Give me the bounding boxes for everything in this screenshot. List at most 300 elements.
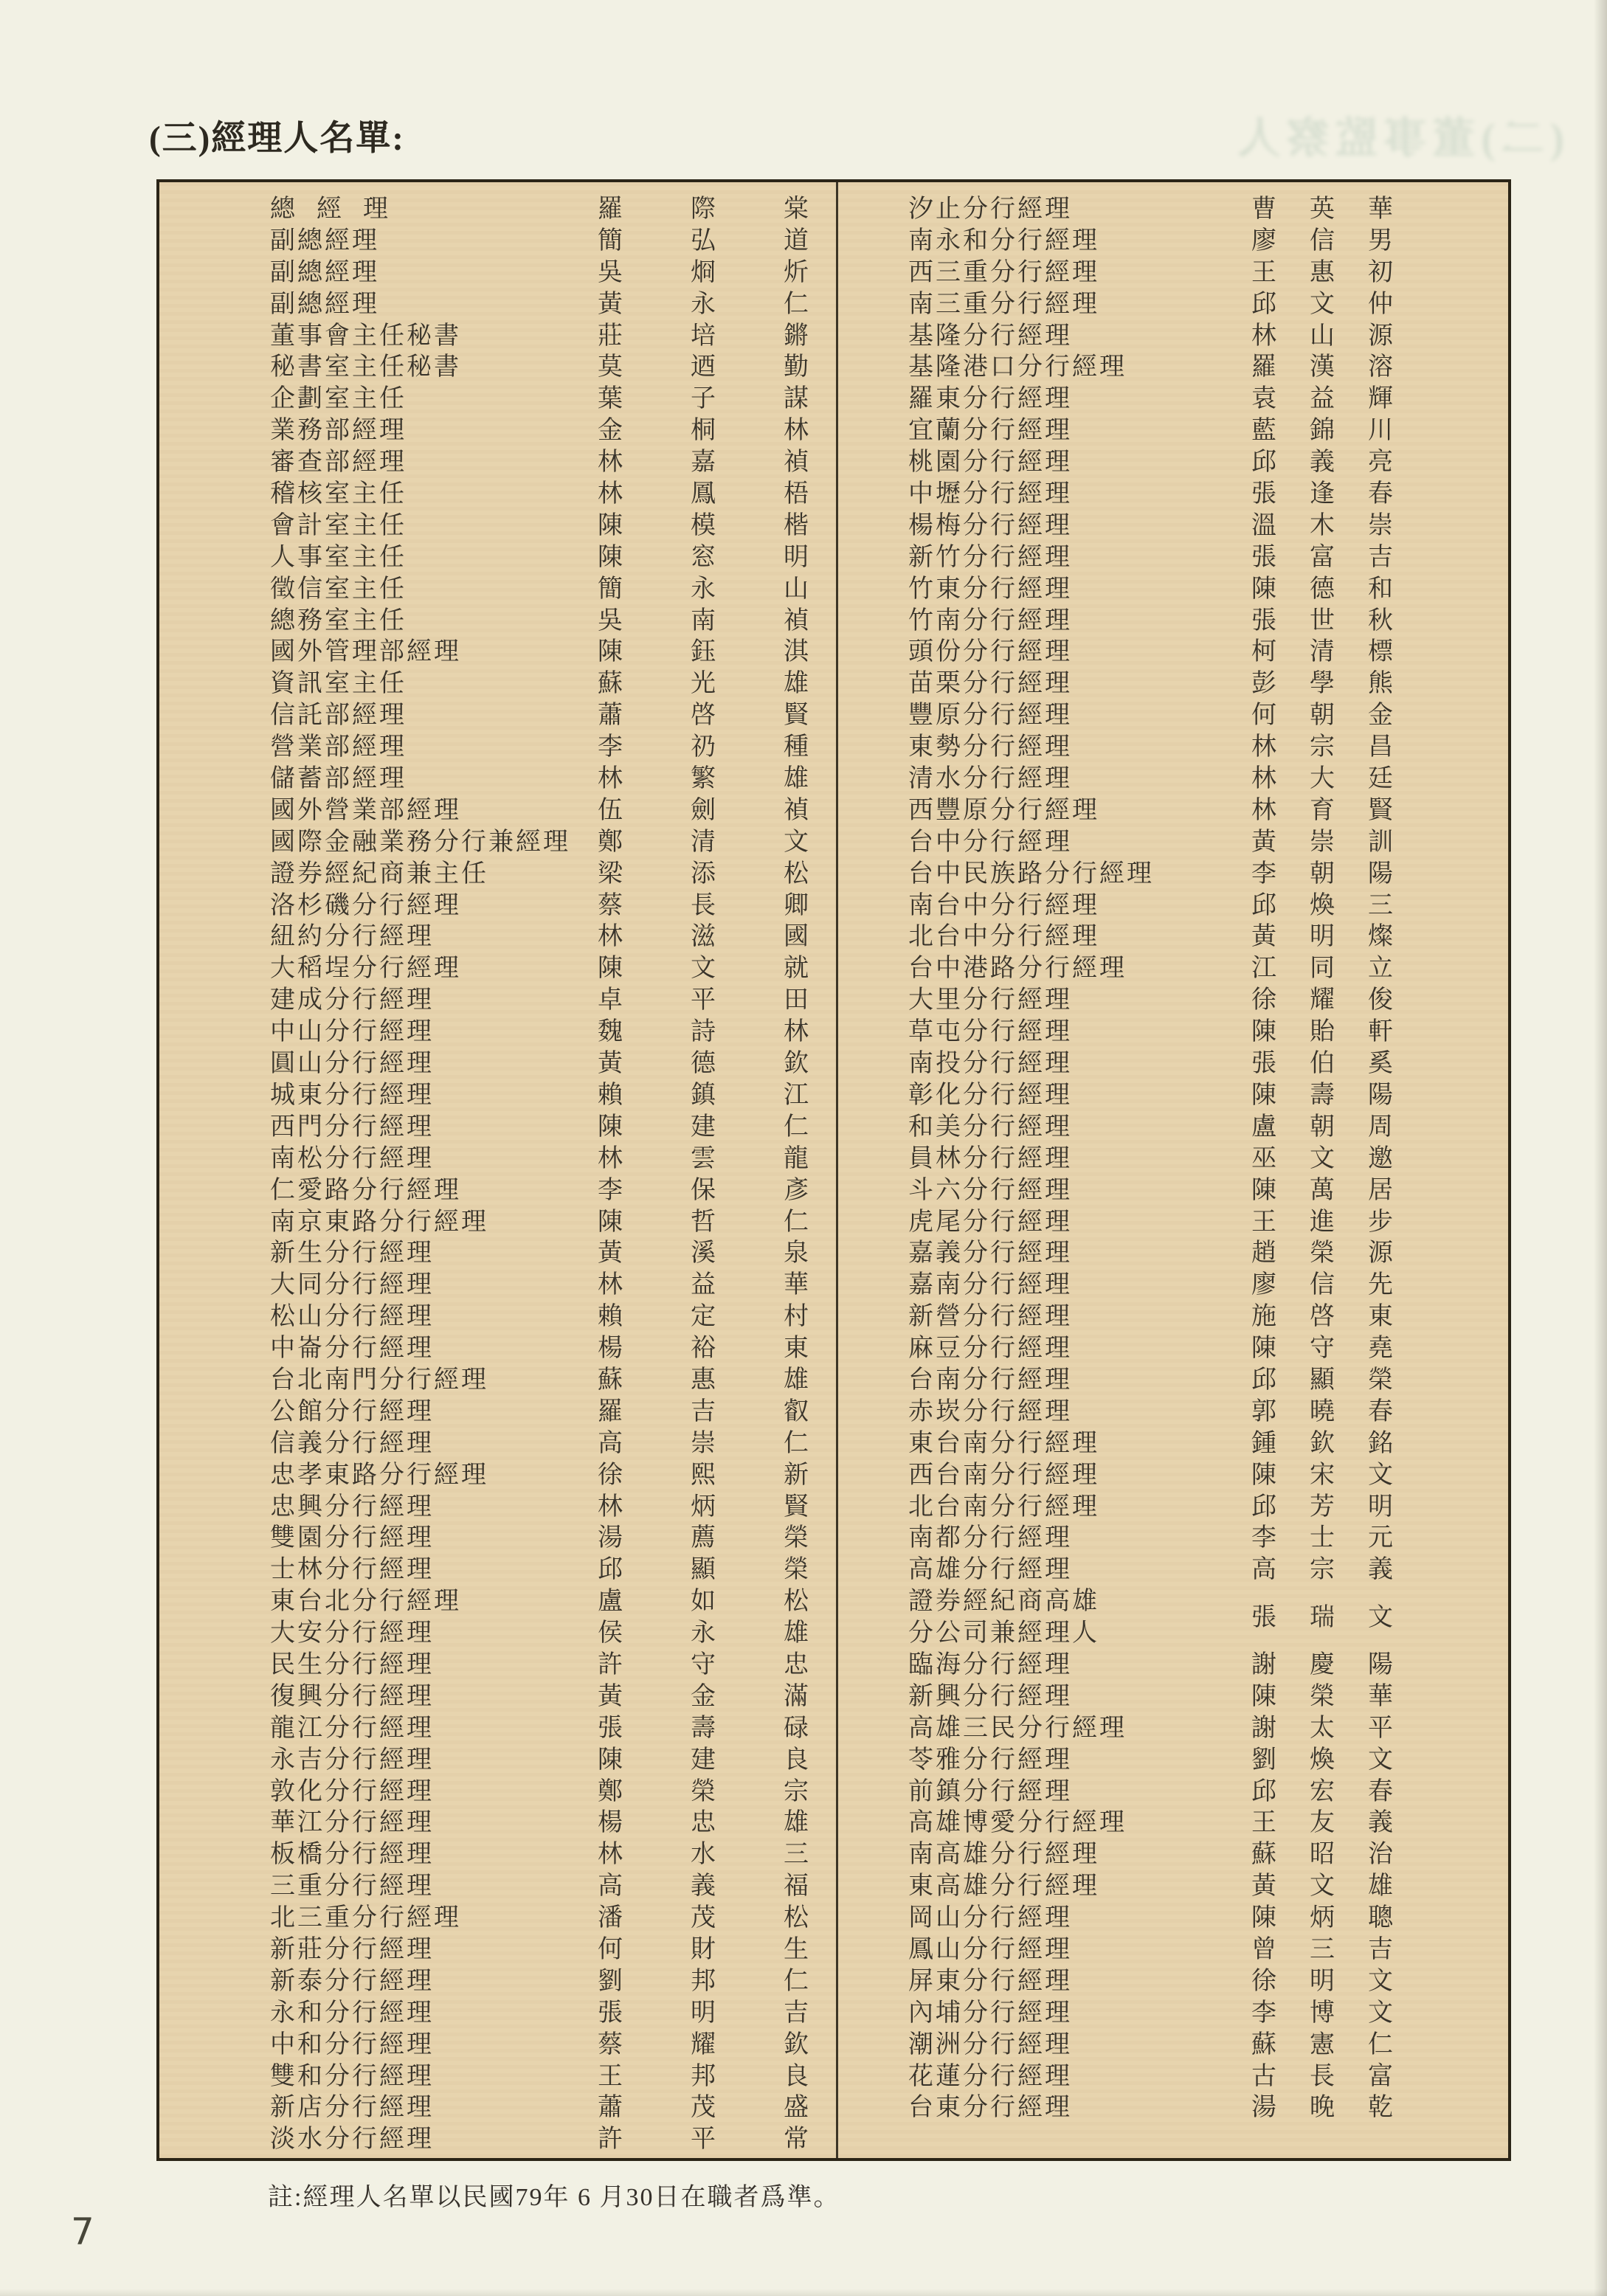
- manager-name-char: 廷: [1368, 765, 1393, 793]
- manager-name-char: 林: [1251, 765, 1276, 793]
- manager-title: 徵信室主任: [270, 575, 407, 603]
- manager-title: 和美分行經理: [908, 1113, 1072, 1141]
- manager-name-char: 高: [598, 1873, 623, 1901]
- manager-name-char: 煥: [1310, 1746, 1335, 1774]
- manager-name-char: 黃: [598, 1682, 623, 1710]
- manager-title: 桃園分行經理: [908, 449, 1072, 477]
- manager-row: [838, 1839, 1508, 1871]
- manager-name-char: 壽: [691, 1714, 716, 1742]
- manager-name-char: 盛: [784, 2094, 809, 2122]
- manager-name-char: 金: [691, 1682, 716, 1710]
- manager-name-char: 禎: [784, 606, 809, 634]
- manager-name: [598, 289, 809, 321]
- manager-name-char: 清: [1310, 638, 1335, 666]
- manager-row: [838, 1523, 1508, 1555]
- manager-row: [838, 1650, 1508, 1681]
- manager-row: [159, 985, 836, 1017]
- manager-name-char: 世: [1310, 606, 1335, 634]
- manager-title: 楊梅分行經理: [908, 511, 1072, 539]
- manager-name-char: 巫: [1251, 1144, 1276, 1172]
- manager-name-char: 楷: [784, 511, 809, 539]
- manager-title: 人事室主任: [270, 543, 407, 571]
- manager-row: [838, 226, 1508, 257]
- manager-name: [1251, 764, 1393, 795]
- manager-row: [159, 1808, 836, 1839]
- manager-name: [598, 1017, 809, 1048]
- manager-title: 南投分行經理: [908, 1050, 1072, 1078]
- manager-name: [598, 1745, 809, 1777]
- manager-name: [598, 1207, 809, 1239]
- manager-name-char: 永: [691, 575, 716, 603]
- manager-name-char: 軒: [1368, 1018, 1393, 1046]
- manager-name-char: 金: [1368, 702, 1393, 730]
- manager-title: 業務部經理: [270, 417, 407, 445]
- manager-name-char: 烱: [691, 258, 716, 286]
- manager-name-char: 華: [784, 1271, 809, 1299]
- manager-name-char: 禎: [784, 449, 809, 477]
- manager-title: 汐止分行經理: [908, 196, 1072, 223]
- manager-name-char: 黃: [1251, 1873, 1276, 1901]
- manager-title: 大安分行經理: [270, 1619, 434, 1647]
- manager-name-char: 黃: [598, 1050, 623, 1078]
- manager-name: [598, 194, 809, 226]
- manager-name-char: 林: [1251, 733, 1276, 761]
- manager-title: 鳳山分行經理: [908, 1936, 1072, 1963]
- manager-title: 中壢分行經理: [908, 480, 1072, 508]
- manager-name-char: 先: [1368, 1271, 1393, 1299]
- manager-row: [838, 542, 1508, 574]
- manager-name: [1251, 2030, 1393, 2061]
- manager-name: [598, 352, 809, 384]
- manager-name-char: 鄭: [598, 1777, 623, 1805]
- manager-name: [1251, 2061, 1393, 2093]
- manager-name-char: 山: [784, 575, 809, 603]
- manager-name-char: 弘: [691, 227, 716, 255]
- manager-name-char: 崇: [1368, 511, 1393, 539]
- manager-row: [159, 1934, 836, 1966]
- manager-name: [598, 1903, 809, 1934]
- manager-name: [598, 700, 809, 732]
- manager-name: [598, 542, 809, 574]
- manager-row: [838, 1017, 1508, 1048]
- manager-name-char: 英: [1310, 196, 1335, 223]
- manager-name: [598, 764, 809, 795]
- manager-title: 前鎮分行經理: [908, 1777, 1072, 1805]
- manager-name-char: 顯: [1310, 1366, 1335, 1394]
- manager-name-char: 棠: [784, 196, 809, 223]
- manager-title: 新營分行經理: [908, 1303, 1072, 1331]
- manager-name-char: 雄: [784, 1809, 809, 1837]
- manager-name-char: 昌: [1368, 733, 1393, 761]
- manager-title: 南高雄分行經理: [908, 1841, 1099, 1869]
- manager-row: [159, 321, 836, 353]
- manager-name-char: 平: [691, 986, 716, 1014]
- manager-name-char: 三: [1368, 891, 1393, 919]
- manager-name: [598, 1492, 809, 1524]
- manager-name-char: 許: [598, 2126, 623, 2154]
- manager-name-char: 賢: [784, 702, 809, 730]
- manager-name-char: 碌: [784, 1714, 809, 1742]
- manager-title: 臨海分行經理: [908, 1650, 1072, 1678]
- manager-name-char: 吳: [598, 258, 623, 286]
- manager-name-char: 文: [1310, 1873, 1335, 1901]
- manager-name-char: 明: [691, 1999, 716, 2027]
- manager-row: [159, 1238, 836, 1270]
- manager-name: [1251, 479, 1393, 511]
- manager-title: 花蓮分行經理: [908, 2062, 1072, 2090]
- manager-title: 仁愛路分行經理: [270, 1176, 461, 1204]
- manager-name-char: 林: [784, 1018, 809, 1046]
- manager-name-char: 賢: [784, 1493, 809, 1521]
- manager-name-char: 宏: [1310, 1777, 1335, 1805]
- manager-name-char: 國: [784, 923, 809, 951]
- manager-name: [598, 384, 809, 415]
- manager-title: 新竹分行經理: [908, 543, 1072, 571]
- manager-name-char: 藍: [1251, 417, 1276, 445]
- manager-name-char: 雄: [784, 670, 809, 698]
- manager-name: [1251, 1777, 1393, 1808]
- manager-title: 士林分行經理: [270, 1556, 434, 1584]
- manager-title: 國外營業部經理: [270, 796, 461, 824]
- manager-name-char: 春: [1368, 480, 1393, 508]
- manager-row: [838, 1460, 1508, 1492]
- manager-row: [838, 827, 1508, 859]
- manager-row: [838, 859, 1508, 891]
- manager-row: [159, 2030, 836, 2061]
- manager-title: 東台北分行經理: [270, 1588, 461, 1616]
- manager-name-char: 林: [598, 1144, 623, 1172]
- manager-name-char: 立: [1368, 955, 1393, 983]
- manager-name-char: 林: [598, 765, 623, 793]
- manager-name: [598, 1998, 809, 2030]
- manager-name-char: 益: [1310, 385, 1335, 413]
- manager-title: 中崙分行經理: [270, 1335, 434, 1363]
- manager-name: [1251, 1238, 1393, 1270]
- manager-row: [159, 511, 836, 542]
- manager-name-char: 文: [1368, 1603, 1393, 1631]
- manager-name-char: 生: [784, 1935, 809, 1963]
- manager-name-char: 仲: [1368, 290, 1393, 318]
- manager-title: 台中分行經理: [908, 828, 1072, 856]
- manager-name-char: 盧: [1251, 1113, 1276, 1141]
- manager-name-char: 就: [784, 955, 809, 983]
- manager-row: [838, 1745, 1508, 1777]
- manager-title: 敦化分行經理: [270, 1777, 434, 1805]
- manager-name-char: 茂: [691, 1904, 716, 1932]
- manager-name-char: 良: [784, 1746, 809, 1774]
- manager-name-char: 邦: [691, 2062, 716, 2090]
- manager-row: [159, 1397, 836, 1428]
- manager-name: [1251, 732, 1393, 764]
- manager-name-char: 陳: [1251, 1335, 1276, 1363]
- manager-name-char: 簡: [598, 227, 623, 255]
- manager-name: [598, 321, 809, 353]
- manager-name: [598, 668, 809, 700]
- manager-row: [159, 764, 836, 795]
- manager-name-char: 宗: [1310, 733, 1335, 761]
- manager-name-char: 華: [1368, 196, 1393, 223]
- manager-title: 永吉分行經理: [270, 1746, 434, 1774]
- manager-row: [159, 1270, 836, 1301]
- manager-row: [838, 511, 1508, 542]
- manager-name-char: 莊: [598, 322, 623, 350]
- manager-row: [159, 447, 836, 479]
- manager-name: [598, 1934, 809, 1966]
- manager-row: [838, 1428, 1508, 1460]
- manager-name-char: 奚: [1368, 1050, 1393, 1078]
- manager-name-char: 初: [1368, 258, 1393, 286]
- manager-name-char: 楊: [598, 1335, 623, 1363]
- manager-name-char: 進: [1310, 1208, 1335, 1236]
- manager-title: 宜蘭分行經理: [908, 417, 1072, 445]
- manager-name: [1251, 415, 1393, 447]
- manager-name-char: 種: [784, 733, 809, 761]
- manager-name-char: 晚: [1310, 2094, 1335, 2122]
- manager-name-char: 曉: [1310, 1397, 1335, 1425]
- manager-title: 高雄分行經理: [908, 1556, 1072, 1584]
- manager-title: 屏東分行經理: [908, 1967, 1072, 1995]
- manager-name-char: 太: [1310, 1714, 1335, 1742]
- manager-row: [159, 1713, 836, 1745]
- manager-name: [598, 985, 809, 1017]
- manager-row: [159, 732, 836, 764]
- manager-name: [1251, 1301, 1393, 1333]
- manager-name-char: 何: [598, 1935, 623, 1963]
- manager-row: [838, 321, 1508, 353]
- manager-name-char: 鎮: [691, 1081, 716, 1109]
- manager-name-char: 林: [1251, 796, 1276, 824]
- manager-name-char: 啓: [691, 702, 716, 730]
- manager-name: [1251, 668, 1393, 700]
- manager-row: [159, 1523, 836, 1555]
- manager-name-char: 陽: [1368, 1650, 1393, 1678]
- manager-name-char: 東: [784, 1335, 809, 1363]
- manager-name: [1251, 1048, 1393, 1080]
- manager-name-char: 王: [1251, 1809, 1276, 1837]
- manager-name-char: 治: [1368, 1841, 1393, 1869]
- manager-name-char: 吉: [1368, 543, 1393, 571]
- manager-name-char: 炳: [691, 1493, 716, 1521]
- manager-name-char: 徐: [598, 1461, 623, 1489]
- manager-name-char: 劉: [1251, 1746, 1276, 1774]
- manager-row: [838, 1934, 1508, 1966]
- manager-title: 西三重分行經理: [908, 258, 1099, 286]
- manager-row: [838, 668, 1508, 700]
- manager-row: [159, 827, 836, 859]
- manager-name-char: 雄: [784, 1619, 809, 1647]
- manager-name: [1251, 637, 1393, 668]
- manager-title: 新興分行經理: [908, 1682, 1072, 1710]
- manager-name-char: 文: [1368, 1746, 1393, 1774]
- manager-name-char: 鍾: [1251, 1429, 1276, 1457]
- manager-row: [838, 1681, 1508, 1713]
- manager-name: [598, 1966, 809, 1998]
- manager-name: [598, 574, 809, 606]
- manager-name-char: 賴: [598, 1303, 623, 1331]
- manager-name-char: 富: [1368, 2062, 1393, 2090]
- manager-title: 儲蓄部經理: [270, 765, 407, 793]
- manager-row: [838, 257, 1508, 289]
- manager-name-char: 義: [1310, 449, 1335, 477]
- manager-name-char: 耀: [691, 2030, 716, 2058]
- manager-title: 大同分行經理: [270, 1271, 434, 1299]
- manager-title: 彰化分行經理: [908, 1081, 1072, 1109]
- manager-row: [159, 1618, 836, 1650]
- manager-title: 台中港路分行經理: [908, 955, 1127, 983]
- manager-name-char: 德: [691, 1050, 716, 1078]
- manager-title: 中和分行經理: [270, 2030, 434, 2058]
- manager-title: 營業部經理: [270, 733, 407, 761]
- manager-name: [1251, 1017, 1393, 1048]
- manager-title: 民生分行經理: [270, 1650, 434, 1678]
- manager-row: [838, 415, 1508, 447]
- manager-name-char: 彥: [784, 1176, 809, 1204]
- manager-name: [598, 827, 809, 859]
- manager-row: [838, 1144, 1508, 1175]
- manager-name-char: 禎: [784, 796, 809, 824]
- manager-name-char: 榮: [1310, 1682, 1335, 1710]
- manager-row: [838, 479, 1508, 511]
- manager-name: [1251, 700, 1393, 732]
- manager-name-char: 桐: [691, 417, 716, 445]
- manager-name-char: 許: [598, 1650, 623, 1678]
- manager-title: 苗栗分行經理: [908, 670, 1072, 698]
- manager-name-char: 茂: [691, 2094, 716, 2122]
- manager-name-char: 華: [1368, 1682, 1393, 1710]
- manager-name-char: 友: [1310, 1809, 1335, 1837]
- manager-name-char: 趙: [1251, 1239, 1276, 1268]
- manager-name-char: 欽: [784, 2030, 809, 2058]
- manager-row: [838, 352, 1508, 384]
- manager-row: [159, 1871, 836, 1903]
- manager-row: [838, 1966, 1508, 1998]
- manager-name-char: 施: [1251, 1303, 1276, 1331]
- manager-title: 信義分行經理: [270, 1429, 434, 1457]
- manager-title: 豐原分行經理: [908, 702, 1072, 730]
- manager-row: [838, 1871, 1508, 1903]
- manager-name-char: 添: [691, 860, 716, 888]
- manager-row: [159, 921, 836, 953]
- manager-row: [159, 1365, 836, 1397]
- manager-name-char: 張: [598, 1714, 623, 1742]
- manager-name: [1251, 384, 1393, 415]
- manager-name-char: 際: [691, 196, 716, 223]
- manager-name-char: 楊: [598, 1809, 623, 1837]
- manager-name-char: 鏘: [784, 322, 809, 350]
- manager-name: [1251, 321, 1393, 353]
- manager-name-char: 鳳: [691, 480, 716, 508]
- manager-name-char: 李: [1251, 860, 1276, 888]
- manager-row: [159, 700, 836, 732]
- manager-name: [1251, 1428, 1393, 1460]
- manager-name-char: 永: [691, 290, 716, 318]
- manager-title: 板橋分行經理: [270, 1841, 434, 1869]
- manager-name-char: 盧: [598, 1588, 623, 1616]
- manager-name: [598, 1808, 809, 1839]
- manager-row: [838, 1333, 1508, 1365]
- manager-name-char: 信: [1310, 1271, 1335, 1299]
- page-number: 7: [71, 2210, 94, 2253]
- manager-name-char: 乾: [1368, 2094, 1393, 2122]
- manager-name: [1251, 1365, 1393, 1397]
- manager-title: 北三重分行經理: [270, 1904, 461, 1932]
- manager-name: [598, 1365, 809, 1397]
- manager-name-char: 道: [784, 227, 809, 255]
- manager-name-char: 財: [691, 1935, 716, 1963]
- manager-name-char: 江: [1251, 955, 1276, 983]
- manager-row: [159, 1839, 836, 1871]
- manager-name: [598, 1301, 809, 1333]
- manager-name-char: 仁: [1368, 2030, 1393, 2058]
- manager-name-char: 曾: [1251, 1936, 1276, 1963]
- manager-name-char: 溫: [1251, 511, 1276, 539]
- manager-name-char: 源: [1368, 1239, 1393, 1268]
- manager-name: [598, 859, 809, 891]
- manager-row: [838, 2092, 1508, 2124]
- manager-name: [598, 1144, 809, 1175]
- manager-title: 赤崁分行經理: [908, 1397, 1072, 1425]
- manager-name-char: 湯: [598, 1524, 623, 1552]
- manager-row: [838, 921, 1508, 953]
- manager-row: [159, 1586, 836, 1618]
- manager-name-char: 訓: [1368, 828, 1393, 856]
- manager-name-char: 雄: [784, 765, 809, 793]
- manager-name-char: 蘇: [1251, 2030, 1276, 2058]
- manager-row: [838, 1175, 1508, 1207]
- manager-row: [159, 1681, 836, 1713]
- manager-name-char: 義: [1368, 1556, 1393, 1584]
- manager-name-char: 溪: [691, 1239, 716, 1268]
- manager-name-char: 王: [598, 2062, 623, 2090]
- manager-name-char: 吉: [1368, 1936, 1393, 1963]
- manager-row: [838, 606, 1508, 637]
- manager-name: [1251, 1555, 1393, 1586]
- manager-row: [838, 384, 1508, 415]
- manager-name: [1251, 1839, 1393, 1871]
- manager-name-char: 邱: [598, 1556, 623, 1584]
- manager-name-char: 顯: [691, 1556, 716, 1584]
- manager-name-char: 福: [784, 1873, 809, 1901]
- manager-name: [1251, 1397, 1393, 1428]
- manager-name-char: 清: [691, 828, 716, 856]
- manager-name: [598, 415, 809, 447]
- manager-name-char: 宗: [1310, 1556, 1335, 1584]
- manager-name-char: 李: [598, 1176, 623, 1204]
- manager-row: [159, 1492, 836, 1524]
- manager-name: [598, 1650, 809, 1681]
- manager-name-char: 窓: [691, 543, 716, 571]
- manager-name-char: 陳: [598, 638, 623, 666]
- manager-name: [598, 1397, 809, 1428]
- manager-name: [598, 921, 809, 953]
- manager-name-char: 光: [691, 670, 716, 698]
- manager-name-char: 明: [784, 543, 809, 571]
- manager-row: [838, 2030, 1508, 2061]
- manager-name-char: 陽: [1368, 860, 1393, 888]
- manager-name-char: 黃: [598, 290, 623, 318]
- manager-name-char: 林: [1251, 322, 1276, 350]
- manager-title: 建成分行經理: [270, 986, 434, 1014]
- manager-name-char: 松: [784, 1904, 809, 1932]
- manager-row: [838, 1365, 1508, 1397]
- manager-name: [1251, 1460, 1393, 1492]
- manager-name-char: 瑞: [1310, 1603, 1335, 1631]
- manager-name-char: 泉: [784, 1239, 809, 1268]
- manager-title: 斗六分行經理: [908, 1176, 1072, 1204]
- manager-row: [838, 953, 1508, 985]
- manager-name-char: 建: [691, 1113, 716, 1141]
- manager-name-char: 滋: [691, 923, 716, 951]
